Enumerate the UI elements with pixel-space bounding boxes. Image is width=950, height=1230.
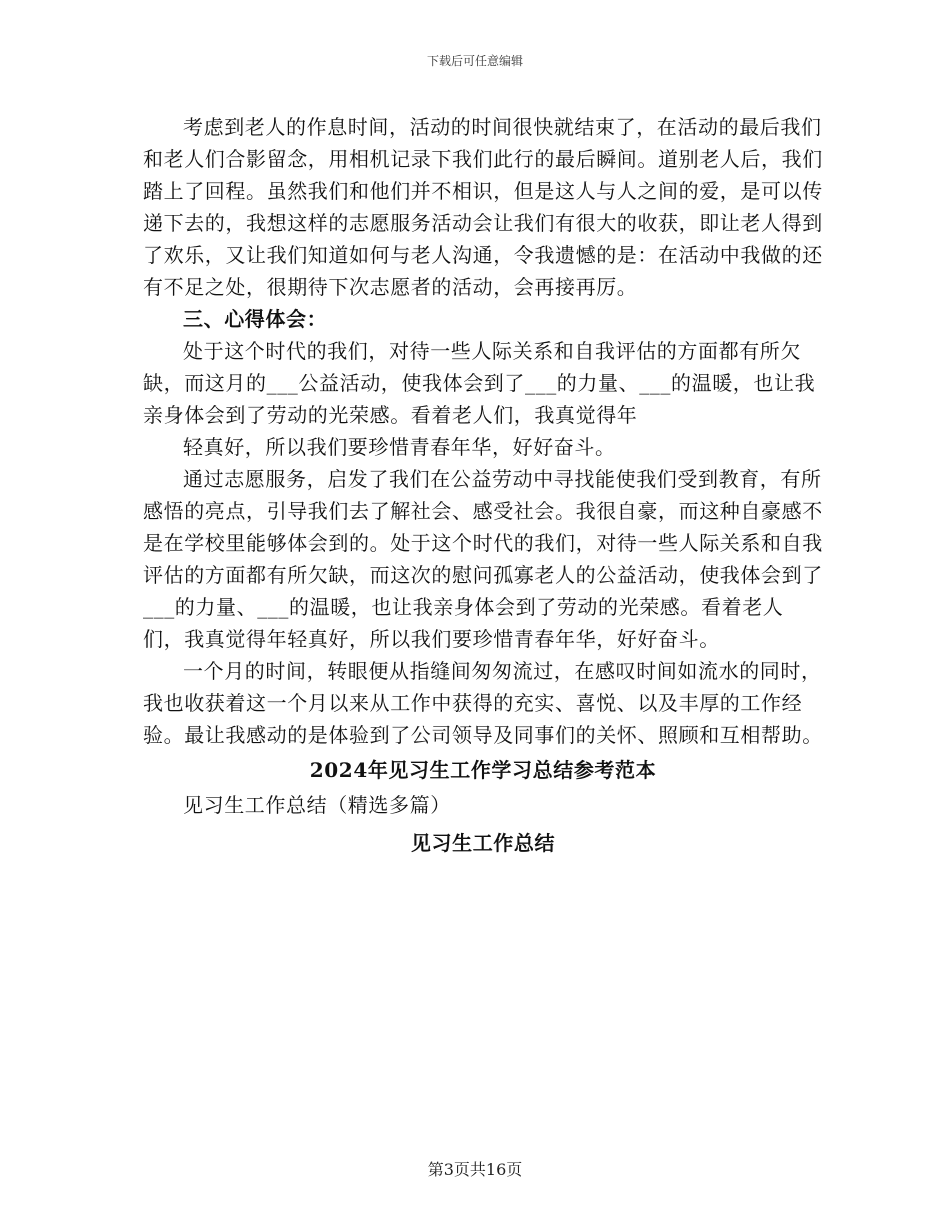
- paragraph-closing-activity: 考虑到老人的作息时间，活动的时间很快就结束了，在活动的最后我们和老人们合影留念，用相机记录下我们此行的最后瞬间。道别老人后，我们踏上了回程。虽然我们和他们并不相识，但是这人与人之间的爱，是可以传递下去的，我想这样的志愿服务活动会让我们有很大的收获，即让老人得到了欢乐，又让我们知道如何与老人沟通，令我遗憾的是：在活动中我做的还有不足之处，很期待下次志愿者的活动，会再接再厉。: [143, 115, 823, 299]
- document-title: 2024年见习生工作学习总结参考范本: [309, 758, 657, 782]
- paragraph-reflection-1: 处于这个时代的我们，对待一些人际关系和自我评估的方面都有所欠缺，而这月的___公益活动，使我体会到了___的力量、___的温暖，也让我亲身体会到了劳动的光荣感。看着老人们，我真觉得年: [143, 339, 816, 427]
- document-subtitle: 见习生工作总结（精选多篇）: [183, 793, 451, 817]
- section-heading-reflections: 三、心得体会：: [183, 307, 328, 331]
- section-title: 见习生工作总结: [410, 831, 556, 855]
- page-header: 下载后可任意编辑: [426, 54, 523, 68]
- paragraph-reflection-1-cont: 轻真好，所以我们要珍惜青春年华，好好奋斗。: [183, 435, 616, 459]
- paragraph-reflection-2: 通过志愿服务，启发了我们在公益劳动中寻找能使我们受到教育，有所感悟的亮点，引导我们去了解社会、感受社会。我很自豪，而这种自豪感不是在学校里能够体会到的。处于这个时代的我们，对待一些人际关系和自我评估的方面都有所欠缺，而这次的慰问孤寡老人的公益活动，使我体会到了___的力量、___的温暖，也让我亲身体会到了劳动的光荣感。看着老人们，我真觉得年轻真好，所以我们要珍惜青春年华，好好奋斗。: [143, 467, 823, 651]
- page-footer: 第3页共16页: [427, 1160, 523, 1179]
- paragraph-reflection-3: 一个月的时间，转眼便从指缝间匆匆流过，在感叹时间如流水的同时，我也收获着这一个月以来从工作中获得的充实、喜悦、以及丰厚的工作经验。最让我感动的是体验到了公司领导及同事们的关怀、照顾和互相帮助。: [143, 659, 823, 747]
- document-body: [143, 111, 823, 859]
